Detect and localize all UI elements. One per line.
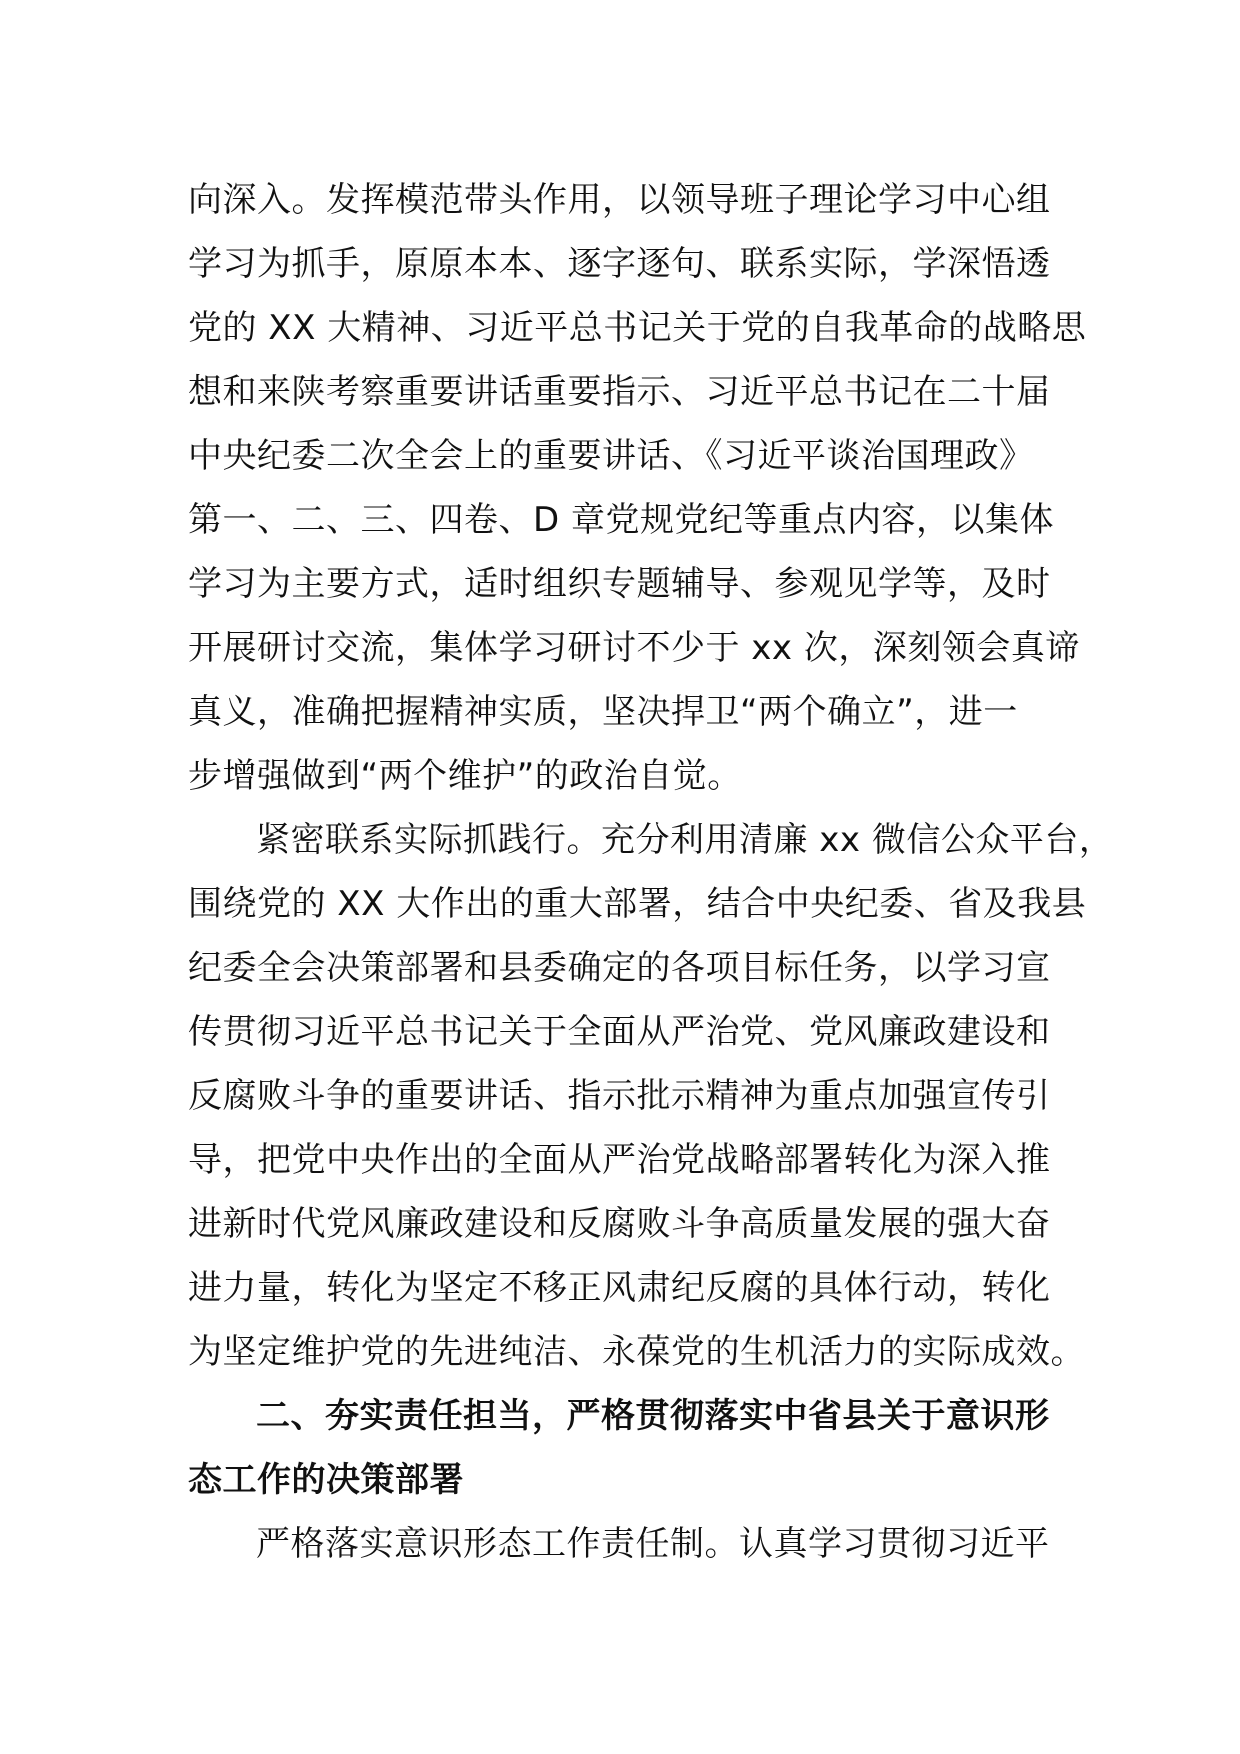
paragraph-line: 为坚定维护党的先进纯洁、永葆党的生机活力的实际成效。: [188, 1332, 1085, 1372]
paragraph-line: 想和来陕考察重要讲话重要指示、习近平总书记在二十届: [188, 372, 1051, 412]
paragraph-line: 传贯彻习近平总书记关于全面从严治党、党风廉政建设和: [188, 1012, 1051, 1052]
paragraph-line: 中央纪委二次全会上的重要讲话、《习近平谈治国理政》: [188, 436, 1034, 476]
paragraph-line: 党的 XX 大精神、习近平总书记关于党的自我革命的战略思: [188, 308, 1087, 348]
paragraph-line: 学习为主要方式，适时组织专题辅导、参观见学等，及时: [188, 564, 1051, 604]
paragraph-line: 第一、二、三、四卷、D 章党规党纪等重点内容，以集体: [188, 500, 1054, 540]
paragraph-line: 反腐败斗争的重要讲话、指示批示精神为重点加强宣传引: [188, 1076, 1051, 1116]
paragraph-line: 步增强做到“两个维护”的政治自觉。: [188, 756, 742, 796]
paragraph-line: 向深入。发挥模范带头作用，以领导班子理论学习中心组: [188, 180, 1051, 220]
paragraph-line: 导，把党中央作出的全面从严治党战略部署转化为深入推: [188, 1140, 1051, 1180]
paragraph-line: 开展研讨交流，集体学习研讨不少于 xx 次，深刻领会真谛: [188, 628, 1080, 668]
paragraph-line: 纪委全会决策部署和县委确定的各项目标任务，以学习宣: [188, 948, 1051, 988]
paragraph-line: 学习为抓手，原原本本、逐字逐句、联系实际，学深悟透: [188, 244, 1051, 284]
paragraph-line: 进新时代党风廉政建设和反腐败斗争高质量发展的强大奋: [188, 1204, 1051, 1244]
document-body: [188, 168, 1114, 1576]
paragraph-line: 真义，准确把握精神实质，坚决捍卫“两个确立”，进一: [188, 692, 1018, 732]
paragraph-line: 围绕党的 XX 大作出的重大部署，结合中央纪委、省及我县: [188, 884, 1087, 924]
paragraph-line: 紧密联系实际抓践行。充分利用清廉 xx 微信公众平台，: [256, 820, 1114, 860]
paragraph-line: 进力量，转化为坚定不移正风肃纪反腐的具体行动，转化: [188, 1268, 1051, 1308]
section-heading-line: 态工作的决策部署: [188, 1460, 464, 1500]
paragraph-line: 严格落实意识形态工作责任制。认真学习贯彻习近平: [256, 1524, 1050, 1564]
section-heading-line: 二、夯实责任担当，严格贯彻落实中省县关于意识形: [256, 1396, 1050, 1436]
